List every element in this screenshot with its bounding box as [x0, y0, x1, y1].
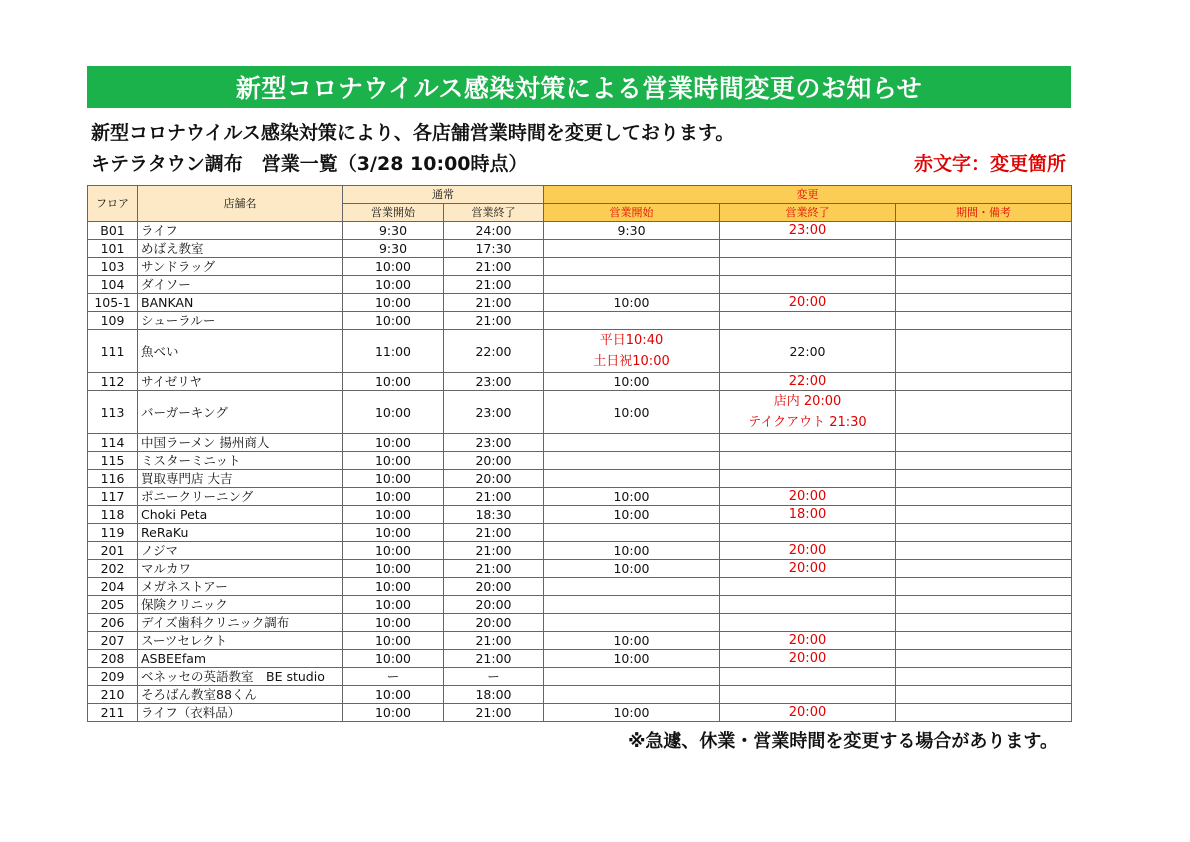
- table-row: [88, 596, 1072, 614]
- note-cell: [896, 488, 1072, 506]
- change-close-cell: [720, 276, 896, 294]
- close-cell: 20:00: [444, 596, 544, 614]
- close-cell: 21:00: [444, 312, 544, 330]
- open-cell: ー: [343, 668, 444, 686]
- floor-cell: 211: [88, 704, 138, 722]
- table-row: [88, 240, 1072, 258]
- change-open-cell: [544, 240, 720, 258]
- store-cell: バーガーキング: [138, 391, 343, 434]
- open-cell: 10:00: [343, 312, 444, 330]
- open-cell: 10:00: [343, 560, 444, 578]
- store-cell: BANKAN: [138, 294, 343, 312]
- open-cell: 10:00: [343, 704, 444, 722]
- open-cell: 10:00: [343, 686, 444, 704]
- table-row: [88, 578, 1072, 596]
- close-cell: 17:30: [444, 240, 544, 258]
- close-cell: 23:00: [444, 391, 544, 434]
- table-row: [88, 373, 1072, 391]
- change-open-cell: 10:00: [544, 650, 720, 668]
- note-cell: [896, 470, 1072, 488]
- change-close-cell: [720, 596, 896, 614]
- store-cell: ライフ（衣料品）: [138, 704, 343, 722]
- floor-cell: 206: [88, 614, 138, 632]
- store-cell: ReRaKu: [138, 524, 343, 542]
- store-cell: 保険クリニック: [138, 596, 343, 614]
- open-cell: 10:00: [343, 258, 444, 276]
- change-open-cell: [544, 330, 720, 373]
- change-open-weekend: 土日祝10:00: [593, 354, 670, 369]
- floor-cell: 113: [88, 391, 138, 434]
- page-subtitle: 新型コロナウイルス感染対策により、各店舗営業時間を変更しております。: [91, 122, 735, 144]
- change-close-cell: [720, 470, 896, 488]
- change-open-cell: [544, 596, 720, 614]
- change-open-cell: [544, 434, 720, 452]
- note-cell: [896, 373, 1072, 391]
- change-close-cell: [720, 524, 896, 542]
- store-cell: ミスターミニット: [138, 452, 343, 470]
- header-floor: フロア: [88, 186, 138, 222]
- table-row: [88, 686, 1072, 704]
- open-cell: 9:30: [343, 240, 444, 258]
- open-cell: 10:00: [343, 614, 444, 632]
- change-close-cell: 22:00: [720, 373, 896, 391]
- change-close-cell: [720, 578, 896, 596]
- change-close-cell: [720, 452, 896, 470]
- page-banner: 新型コロナウイルス感染対策による営業時間変更のお知らせ: [87, 66, 1071, 108]
- table-row: [88, 294, 1072, 312]
- note-cell: [896, 506, 1072, 524]
- open-cell: 10:00: [343, 452, 444, 470]
- open-cell: 10:00: [343, 632, 444, 650]
- floor-cell: 115: [88, 452, 138, 470]
- change-legend: 赤文字：変更箇所: [913, 153, 1066, 175]
- change-close-cell: 20:00: [720, 650, 896, 668]
- table-row: [88, 560, 1072, 578]
- change-open-weekday: 平日10:40: [599, 333, 664, 348]
- table-row: [88, 258, 1072, 276]
- open-cell: 9:30: [343, 222, 444, 240]
- store-cell: サイゼリヤ: [138, 373, 343, 391]
- store-cell: スーツセレクト: [138, 632, 343, 650]
- close-cell: ー: [444, 668, 544, 686]
- floor-cell: 209: [88, 668, 138, 686]
- store-cell: そろばん教室88くん: [138, 686, 343, 704]
- close-cell: 18:00: [444, 686, 544, 704]
- change-close-cell: [720, 258, 896, 276]
- open-cell: 10:00: [343, 578, 444, 596]
- note-cell: [896, 704, 1072, 722]
- close-cell: 21:00: [444, 276, 544, 294]
- floor-cell: 210: [88, 686, 138, 704]
- store-cell: メガネストアー: [138, 578, 343, 596]
- note-cell: [896, 578, 1072, 596]
- change-open-cell: 10:00: [544, 704, 720, 722]
- note-cell: [896, 330, 1072, 373]
- open-cell: 11:00: [343, 330, 444, 373]
- close-cell: 20:00: [444, 614, 544, 632]
- floor-cell: 117: [88, 488, 138, 506]
- close-cell: 21:00: [444, 650, 544, 668]
- note-cell: [896, 668, 1072, 686]
- header-change-close: 営業終了: [720, 204, 896, 222]
- header-normal: 通常: [343, 186, 544, 204]
- note-cell: [896, 650, 1072, 668]
- floor-cell: 105-1: [88, 294, 138, 312]
- store-cell: ASBEEfam: [138, 650, 343, 668]
- close-cell: 21:00: [444, 488, 544, 506]
- store-cell: 買取専門店 大吉: [138, 470, 343, 488]
- change-open-cell: 10:00: [544, 488, 720, 506]
- floor-cell: B01: [88, 222, 138, 240]
- floor-cell: 207: [88, 632, 138, 650]
- change-close-cell: [720, 686, 896, 704]
- table-row: [88, 470, 1072, 488]
- close-cell: 22:00: [444, 330, 544, 373]
- table-row: [88, 650, 1072, 668]
- note-cell: [896, 560, 1072, 578]
- header-store: 店舗名: [138, 186, 343, 222]
- change-close-cell: 23:00: [720, 222, 896, 240]
- note-cell: [896, 222, 1072, 240]
- table-row: [88, 506, 1072, 524]
- table-row: [88, 542, 1072, 560]
- store-cell: シューラルー: [138, 312, 343, 330]
- change-close-cell: [720, 434, 896, 452]
- floor-cell: 201: [88, 542, 138, 560]
- change-open-cell: 10:00: [544, 560, 720, 578]
- floor-cell: 118: [88, 506, 138, 524]
- floor-cell: 202: [88, 560, 138, 578]
- header-normal-close: 営業終了: [444, 204, 544, 222]
- change-open-cell: 10:00: [544, 391, 720, 434]
- note-cell: [896, 632, 1072, 650]
- open-cell: 10:00: [343, 434, 444, 452]
- change-close-cell: [720, 312, 896, 330]
- change-close-cell: 20:00: [720, 294, 896, 312]
- header-period: 期間・備考: [896, 204, 1072, 222]
- floor-cell: 104: [88, 276, 138, 294]
- change-open-cell: 9:30: [544, 222, 720, 240]
- table-row: [88, 452, 1072, 470]
- open-cell: 10:00: [343, 524, 444, 542]
- header-change: 変更: [544, 186, 1072, 204]
- change-close-cell: [720, 668, 896, 686]
- store-cell: ライフ: [138, 222, 343, 240]
- close-cell: 21:00: [444, 524, 544, 542]
- open-cell: 10:00: [343, 470, 444, 488]
- change-open-cell: [544, 470, 720, 488]
- open-cell: 10:00: [343, 294, 444, 312]
- change-close-cell: [720, 614, 896, 632]
- store-cell: めばえ教室: [138, 240, 343, 258]
- change-close-cell: 20:00: [720, 704, 896, 722]
- open-cell: 10:00: [343, 488, 444, 506]
- change-close-cell: 20:00: [720, 560, 896, 578]
- floor-cell: 119: [88, 524, 138, 542]
- close-cell: 21:00: [444, 258, 544, 276]
- change-open-cell: [544, 524, 720, 542]
- table-row: [88, 222, 1072, 240]
- note-cell: [896, 542, 1072, 560]
- change-open-cell: [544, 276, 720, 294]
- close-cell: 21:00: [444, 632, 544, 650]
- store-cell: ポニークリーニング: [138, 488, 343, 506]
- store-cell: 中国ラーメン 揚州商人: [138, 434, 343, 452]
- note-cell: [896, 391, 1072, 434]
- floor-cell: 116: [88, 470, 138, 488]
- change-close-cell: [720, 391, 896, 434]
- close-cell: 23:00: [444, 373, 544, 391]
- note-cell: [896, 276, 1072, 294]
- open-cell: 10:00: [343, 391, 444, 434]
- close-cell: 23:00: [444, 434, 544, 452]
- table-row: [88, 434, 1072, 452]
- store-cell: マルカワ: [138, 560, 343, 578]
- floor-cell: 101: [88, 240, 138, 258]
- change-open-cell: 10:00: [544, 542, 720, 560]
- change-open-cell: [544, 312, 720, 330]
- change-open-cell: [544, 578, 720, 596]
- open-cell: 10:00: [343, 373, 444, 391]
- change-open-cell: [544, 614, 720, 632]
- change-close-takeout: テイクアウト 21:30: [748, 415, 867, 430]
- store-cell: ベネッセの英語教室 BE studio: [138, 668, 343, 686]
- store-cell: ダイソー: [138, 276, 343, 294]
- change-open-cell: 10:00: [544, 294, 720, 312]
- change-open-cell: [544, 686, 720, 704]
- store-cell: サンドラッグ: [138, 258, 343, 276]
- table-row: [88, 488, 1072, 506]
- open-cell: 10:00: [343, 596, 444, 614]
- table-row: [88, 391, 1072, 434]
- note-cell: [896, 258, 1072, 276]
- table-row: [88, 312, 1072, 330]
- header-normal-open: 営業開始: [343, 204, 444, 222]
- floor-cell: 103: [88, 258, 138, 276]
- note-cell: [896, 686, 1072, 704]
- store-cell: デイズ歯科クリニック調布: [138, 614, 343, 632]
- note-cell: [896, 294, 1072, 312]
- open-cell: 10:00: [343, 650, 444, 668]
- change-close-cell: 22:00: [720, 330, 896, 373]
- change-open-cell: [544, 258, 720, 276]
- table-row: [88, 524, 1072, 542]
- change-close-cell: 20:00: [720, 542, 896, 560]
- change-open-cell: 10:00: [544, 506, 720, 524]
- note-cell: [896, 312, 1072, 330]
- table-row: [88, 668, 1072, 686]
- note-cell: [896, 434, 1072, 452]
- open-cell: 10:00: [343, 542, 444, 560]
- store-cell: 魚べい: [138, 330, 343, 373]
- note-cell: [896, 614, 1072, 632]
- store-cell: ノジマ: [138, 542, 343, 560]
- close-cell: 20:00: [444, 470, 544, 488]
- table-row: [88, 632, 1072, 650]
- hours-table: [87, 185, 1072, 722]
- close-cell: 21:00: [444, 294, 544, 312]
- note-cell: [896, 596, 1072, 614]
- floor-cell: 114: [88, 434, 138, 452]
- store-cell: Choki Peta: [138, 506, 343, 524]
- open-cell: 10:00: [343, 506, 444, 524]
- note-cell: [896, 452, 1072, 470]
- close-cell: 24:00: [444, 222, 544, 240]
- floor-cell: 109: [88, 312, 138, 330]
- open-cell: 10:00: [343, 276, 444, 294]
- change-open-cell: 10:00: [544, 632, 720, 650]
- change-close-cell: 18:00: [720, 506, 896, 524]
- close-cell: 20:00: [444, 452, 544, 470]
- close-cell: 21:00: [444, 560, 544, 578]
- change-open-cell: 10:00: [544, 373, 720, 391]
- table-row: [88, 330, 1072, 373]
- table-row: [88, 704, 1072, 722]
- close-cell: 21:00: [444, 704, 544, 722]
- change-close-cell: [720, 240, 896, 258]
- header-change-open: 営業開始: [544, 204, 720, 222]
- floor-cell: 208: [88, 650, 138, 668]
- list-title: キテラタウン調布 営業一覧（3/28 10:00時点）: [91, 153, 528, 175]
- change-close-dine-in: 店内 20:00: [773, 394, 842, 409]
- floor-cell: 205: [88, 596, 138, 614]
- close-cell: 21:00: [444, 542, 544, 560]
- change-open-cell: [544, 452, 720, 470]
- change-close-cell: 20:00: [720, 632, 896, 650]
- footer-note: ※急遽、休業・営業時間を変更する場合があります。: [627, 731, 1058, 752]
- note-cell: [896, 240, 1072, 258]
- close-cell: 18:30: [444, 506, 544, 524]
- table-row: [88, 614, 1072, 632]
- close-cell: 20:00: [444, 578, 544, 596]
- table-row: [88, 276, 1072, 294]
- change-open-cell: [544, 668, 720, 686]
- floor-cell: 204: [88, 578, 138, 596]
- change-close-cell: 20:00: [720, 488, 896, 506]
- floor-cell: 111: [88, 330, 138, 373]
- note-cell: [896, 524, 1072, 542]
- floor-cell: 112: [88, 373, 138, 391]
